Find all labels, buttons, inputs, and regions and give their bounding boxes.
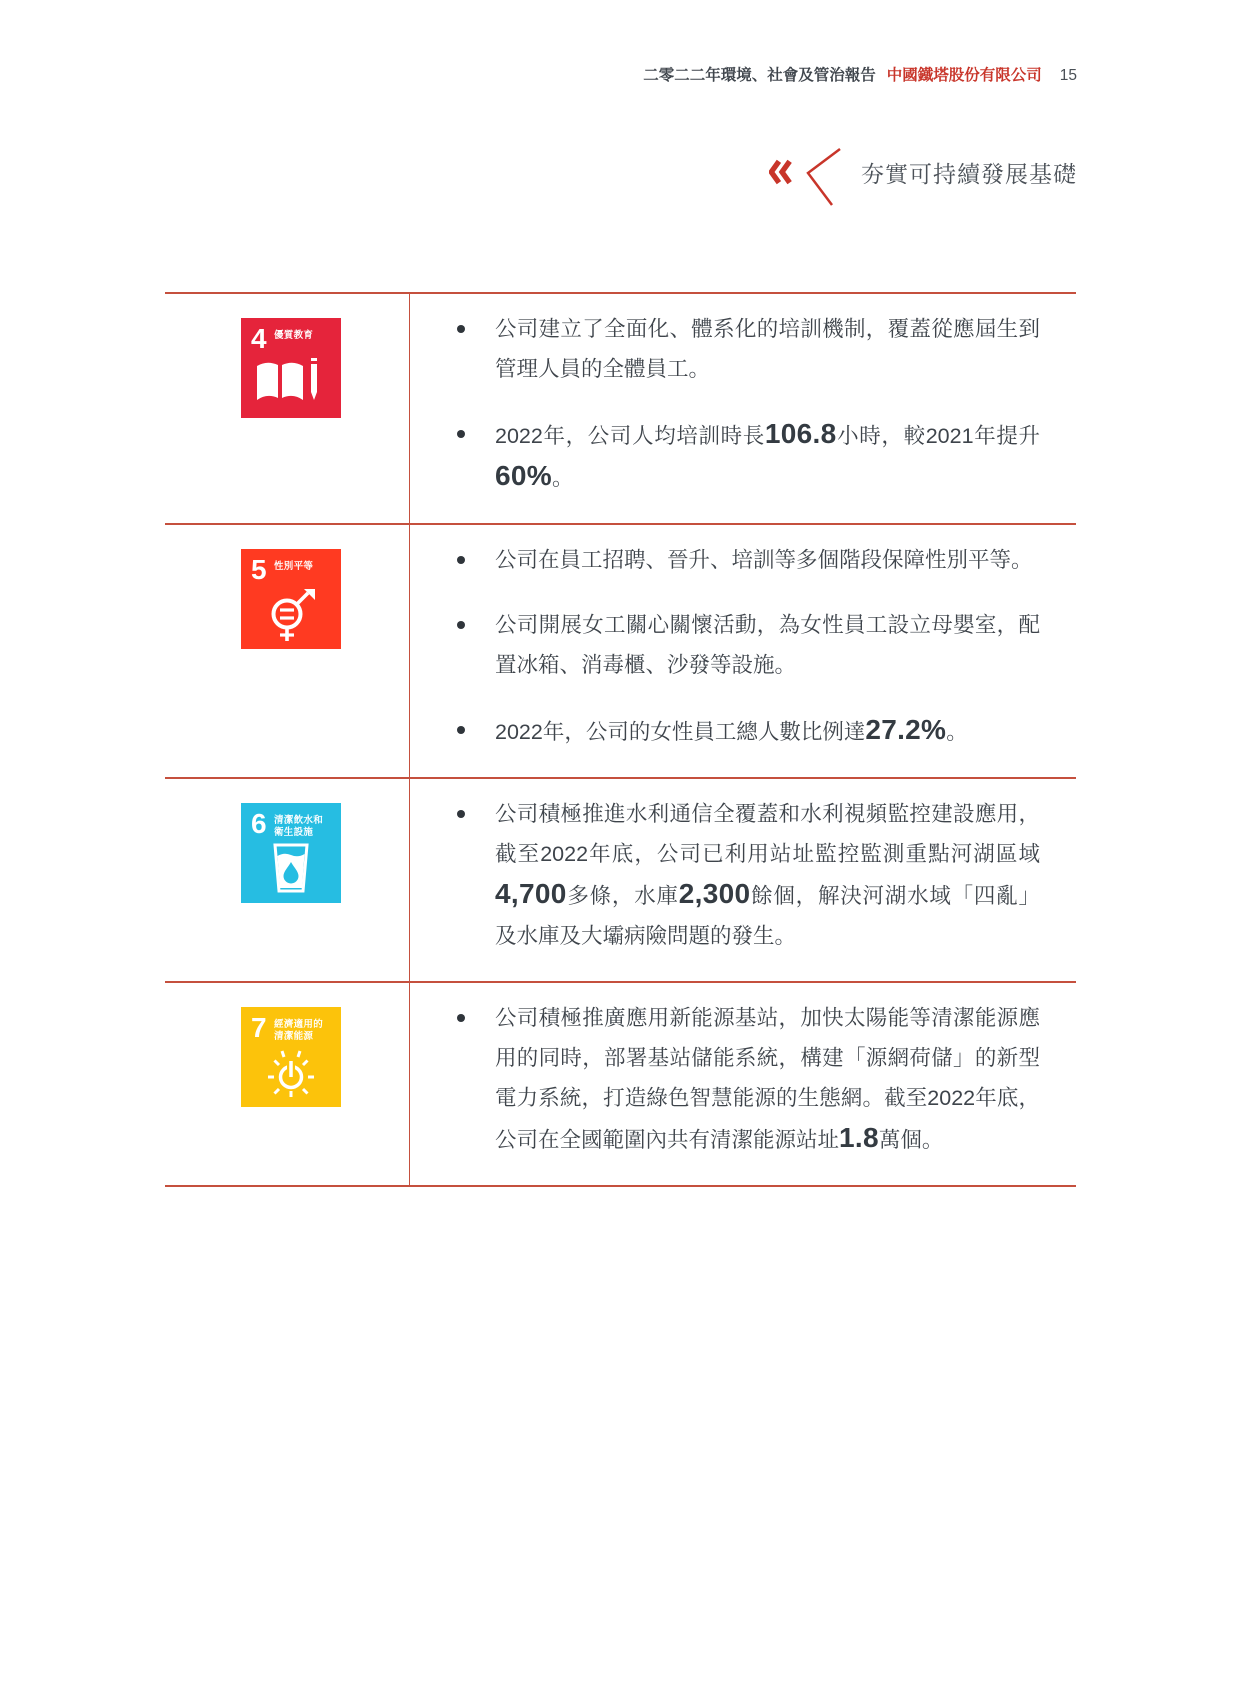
highlight-number: 4,700 [495,878,567,909]
sdg4-quality-education-book-pencil-icon [251,356,331,412]
page-header [643,63,1077,85]
sdg-icon-cell [165,294,410,523]
sdg-number: 6 [251,808,267,839]
bullet-item [455,540,1040,580]
table-row [165,777,1076,981]
table-row [165,292,1076,523]
sdg-title: 清潔飲水和 衛生設施 [274,815,324,838]
bullet-dot [455,309,495,389]
bullet-text: 2022年，公司的女性員工總人數比例達27.2%。 [495,714,968,745]
sdg-icon-cell [165,983,410,1185]
bullet-dot [455,540,495,580]
bullet-dot [455,710,495,752]
bullet-item [455,414,1040,498]
highlight-number: 1.8 [839,1122,879,1153]
sdg-text-cell [410,779,1076,981]
sdg5-gender-equality-icon [251,587,331,643]
bullet-text: 公司積極推進水利通信全覆蓋和水利視頻監控建設應用，截至2022年底，公司已利用站址監控監測重點河湖區域4,700多條，水庫2,300餘個，解決河湖水域「四亂」及水庫及大壩病險問題的發生。 [495,802,1040,948]
chevron-solid-icon [769,156,795,188]
bullet-item [455,998,1040,1160]
sdg-title: 性別平等 [274,561,314,572]
sdg-number: 5 [251,554,267,585]
sdg-text-cell [410,983,1076,1185]
sdg-title: 優質教育 [274,330,314,341]
sdg7-clean-energy-sun-icon [251,1045,331,1101]
page-number: 15 [1059,67,1077,84]
sdg6-clean-water-glass-icon [251,841,331,897]
bullet-item [455,710,1040,752]
sdg-table [165,292,1076,1187]
bullet-item [455,605,1040,685]
chevron-outline-icon [800,147,846,207]
bullet-text: 2022年，公司人均培訓時長106.8小時，較2021年提升60%。 [495,418,1040,491]
bullet-text: 公司開展女工關心關懷活動，為女性員工設立母嬰室，配置冰箱、消毒櫃、沙發等設施。 [495,613,1040,677]
bullet-dot [455,414,495,498]
section-title: 夯實可持續發展基礎 [861,160,1077,187]
bullet-text: 公司在員工招聘、晉升、培訓等多個階段保障性別平等。 [495,548,1033,572]
bullet-text: 公司積極推廣應用新能源基站，加快太陽能等清潔能源應用的同時，部署基站儲能系統，構建「源網荷儲」的新型電力系統，打造綠色智慧能源的生態網。截至2022年底，公司在全國範圍內共有清潔能源站址1.8萬個。 [495,1006,1040,1153]
bullet-text: 公司建立了全面化、體系化的培訓機制，覆蓋從應屆生到管理人員的全體員工。 [495,317,1040,381]
sdg-text-cell [410,525,1076,777]
company-name: 中國鐵塔股份有限公司 [886,67,1042,84]
highlight-number: 106.8 [764,418,837,449]
sdg4-badge [241,318,341,418]
sdg-text-cell [410,294,1076,523]
bullet-item [455,794,1040,956]
highlight-number: 27.2% [865,714,947,745]
bullet-item [455,309,1040,389]
table-row [165,523,1076,777]
section-marker [769,141,1077,203]
sdg-title: 經濟適用的 清潔能源 [274,1019,324,1042]
sdg-number: 7 [251,1012,267,1043]
sdg5-badge [241,549,341,649]
sdg-icon-cell [165,525,410,777]
sdg7-badge [241,1007,341,1107]
bullet-dot [455,605,495,685]
table-row [165,981,1076,1187]
bullet-dot [455,998,495,1160]
sdg-icon-cell [165,779,410,981]
highlight-number: 60% [495,460,552,491]
highlight-number: 2,300 [678,878,751,909]
bullet-dot [455,794,495,956]
sdg-number: 4 [251,323,267,354]
report-title: 二零二二年環境、社會及管治報告 [643,67,876,84]
sdg6-badge [241,803,341,903]
